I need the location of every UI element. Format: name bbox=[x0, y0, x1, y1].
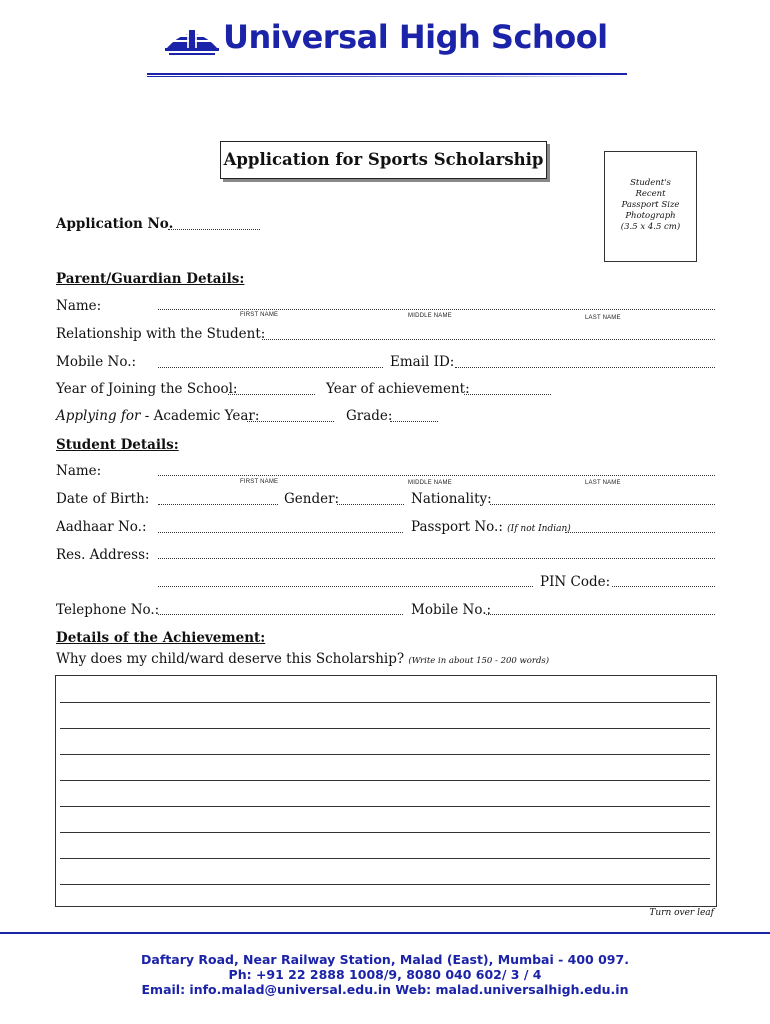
photo-line: Photograph bbox=[625, 211, 676, 221]
passport-field[interactable] bbox=[565, 532, 715, 533]
gender-label: Gender: bbox=[284, 491, 340, 507]
essay-line bbox=[60, 806, 710, 807]
pin-code-label: PIN Code: bbox=[540, 574, 611, 590]
aadhaar-label: Aadhaar No.: bbox=[56, 519, 147, 535]
address-label: Res. Address: bbox=[56, 547, 150, 563]
student-last-name-caption: LAST NAME bbox=[585, 480, 621, 486]
nationality-field[interactable] bbox=[490, 504, 715, 505]
student-mobile-label: Mobile No.: bbox=[411, 602, 492, 618]
footer-address: Daftary Road, Near Railway Station, Malad (East), Mumbai - 400 097. bbox=[141, 952, 629, 967]
year-joining-label: Year of Joining the School: bbox=[56, 381, 238, 397]
photo-line: (3.5 x 4.5 cm) bbox=[620, 222, 681, 232]
essay-line bbox=[60, 780, 710, 781]
relationship-label: Relationship with the Student: bbox=[56, 326, 266, 342]
pin-code-field[interactable] bbox=[612, 586, 715, 587]
essay-line bbox=[60, 702, 710, 703]
student-name-label: Name: bbox=[56, 463, 102, 479]
form-title-box bbox=[220, 141, 547, 179]
essay-line bbox=[60, 832, 710, 833]
year-joining-field[interactable] bbox=[228, 394, 315, 395]
student-mobile-field[interactable] bbox=[486, 614, 715, 615]
photo-instructions bbox=[605, 178, 696, 233]
turn-over-note: Turn over leaf bbox=[649, 908, 714, 918]
school-name: Universal High School bbox=[223, 18, 608, 56]
parent-first-name-caption: FIRST NAME bbox=[240, 312, 279, 318]
photo-placeholder[interactable] bbox=[604, 151, 697, 262]
photo-line: Student's bbox=[630, 178, 671, 188]
passport-note: (If not Indian) bbox=[507, 524, 571, 534]
address-field-line1[interactable] bbox=[158, 558, 715, 559]
year-achievement-field[interactable] bbox=[464, 394, 551, 395]
essay-line bbox=[60, 884, 710, 885]
footer-phone: Ph: +91 22 2888 1008/9, 8080 040 602/ 3 / 4 bbox=[228, 967, 542, 982]
student-name-field[interactable] bbox=[158, 475, 715, 476]
applying-for-italic: Applying for bbox=[56, 408, 141, 424]
telephone-field[interactable] bbox=[158, 614, 403, 615]
parent-mobile-label: Mobile No.: bbox=[56, 354, 137, 370]
achievement-section-heading: Details of the Achievement: bbox=[56, 630, 266, 646]
parent-name-field[interactable] bbox=[158, 309, 715, 310]
academic-year-label: - Academic Year: bbox=[140, 408, 260, 424]
applying-for-label bbox=[56, 408, 259, 424]
parent-middle-name-caption: MIDDLE NAME bbox=[408, 313, 452, 319]
application-no-field[interactable] bbox=[168, 229, 260, 230]
grade-label: Grade: bbox=[346, 408, 393, 424]
photo-line: Recent bbox=[635, 189, 666, 199]
student-first-name-caption: FIRST NAME bbox=[240, 479, 279, 485]
parent-name-label: Name: bbox=[56, 298, 102, 314]
academic-year-field[interactable] bbox=[247, 421, 334, 422]
footer-rule bbox=[0, 932, 770, 934]
achievement-question-text: Why does my child/ward deserve this Scholarship? bbox=[56, 651, 405, 667]
gender-field[interactable] bbox=[337, 504, 404, 505]
essay-line bbox=[60, 728, 710, 729]
parent-section-heading: Parent/Guardian Details: bbox=[56, 271, 245, 287]
nationality-label: Nationality: bbox=[411, 491, 492, 507]
student-section-heading: Student Details: bbox=[56, 437, 179, 453]
student-middle-name-caption: MIDDLE NAME bbox=[408, 480, 452, 486]
parent-email-label: Email ID: bbox=[390, 354, 455, 370]
dob-label: Date of Birth: bbox=[56, 491, 150, 507]
photo-line: Passport Size bbox=[621, 200, 680, 210]
dob-field[interactable] bbox=[158, 504, 278, 505]
footer-email-web: Email: info.malad@universal.edu.in Web: malad.universalhigh.edu.in bbox=[141, 982, 629, 997]
school-logo-icon bbox=[163, 22, 221, 62]
essay-line bbox=[60, 858, 710, 859]
achievement-essay-box[interactable] bbox=[55, 675, 717, 907]
relationship-field[interactable] bbox=[262, 339, 715, 340]
essay-line bbox=[60, 754, 710, 755]
achievement-question bbox=[56, 651, 549, 667]
telephone-label: Telephone No.: bbox=[56, 602, 160, 618]
header-rule-shadow bbox=[147, 76, 627, 77]
address-field-line2[interactable] bbox=[158, 586, 533, 587]
parent-email-field[interactable] bbox=[455, 367, 715, 368]
year-achievement-label: Year of achievement: bbox=[326, 381, 470, 397]
aadhaar-field[interactable] bbox=[158, 532, 403, 533]
passport-label bbox=[411, 519, 571, 535]
application-no-label: Application No. bbox=[56, 216, 174, 232]
grade-field[interactable] bbox=[390, 421, 438, 422]
parent-last-name-caption: LAST NAME bbox=[585, 315, 621, 321]
parent-mobile-field[interactable] bbox=[158, 367, 383, 368]
header-rule bbox=[147, 73, 627, 75]
form-title: Application for Sports Scholarship bbox=[223, 150, 544, 169]
achievement-question-note: (Write in about 150 - 200 words) bbox=[408, 656, 550, 666]
passport-label-text: Passport No.: bbox=[411, 519, 503, 535]
